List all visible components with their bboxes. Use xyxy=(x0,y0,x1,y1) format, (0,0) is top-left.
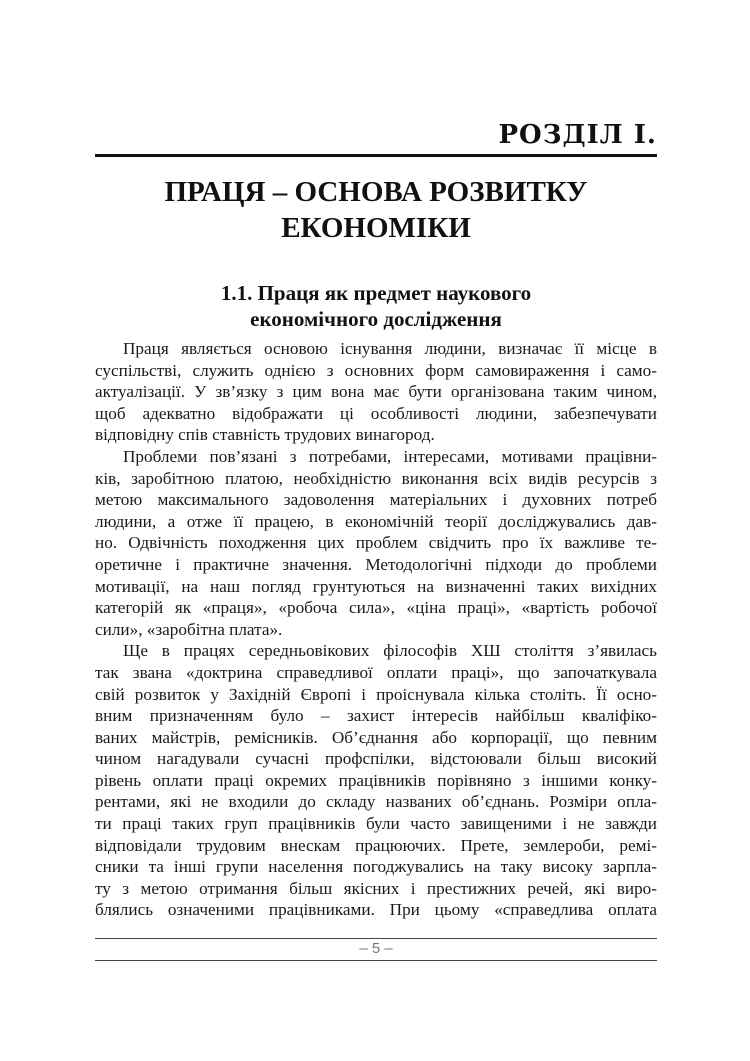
text-line: блялись означеними працівниками. При цьому «справедлива оплата xyxy=(95,900,657,920)
subsection-title xyxy=(95,280,657,332)
text-line: вним призначенням було – захист інтересів найбільш кваліфіко- xyxy=(95,706,657,726)
text-line: так звана «доктрина справедливої оплати праці», що започаткувала xyxy=(95,662,657,682)
text-line: відповідну спів ставність трудових винагород. xyxy=(95,425,435,445)
text-line: ту з метою отримання більш якісних і престижних речей, які виро- xyxy=(95,878,657,898)
text-line: рівень оплати праці окремих працівників порівняно з іншими конку- xyxy=(95,770,657,790)
text-line: Проблеми пов’язані з потребами, інтересами, мотивами працівни- xyxy=(123,446,657,466)
text-line: Ще в працях середньовікових філософів ХШ століття з’явилась xyxy=(123,641,657,661)
chapter-title-line-2: ЕКОНОМІКИ xyxy=(281,212,471,244)
text-line: свій розвиток у Західній Європі і проіснувала кілька століть. Її осно- xyxy=(95,684,657,704)
paragraph xyxy=(95,446,657,640)
text-line: людини, а отже її працею, в економічній теорії досліджувались дав- xyxy=(95,511,657,531)
text-line: рентами, які не входили до складу названих об’єднань. Розміри опла- xyxy=(95,792,657,812)
text-line: метою максимального задоволення матеріальних і духовних потреб xyxy=(95,490,657,510)
text-line: сники та інші групи населення погоджувались на таку високу зарпла- xyxy=(95,857,657,877)
section-rule xyxy=(95,154,657,157)
text-line: ти праці таких груп працівників були часто завищеними і не завжди xyxy=(95,814,657,834)
section-header xyxy=(95,118,657,152)
text-line: щоб адекватно відображати ці особливості людини, забезпечувати xyxy=(95,403,657,423)
text-line: оретичне і практичне значення. Методологічні підходи до проблеми xyxy=(95,554,657,574)
text-line: сили», «заробітна плата». xyxy=(95,619,283,639)
footer-rule-top xyxy=(95,938,657,939)
text-line: но. Одвічність походження цих проблем свідчить про їх важливе те- xyxy=(95,533,657,553)
text-line: категорій як «праця», «робоча сила», «ціна праці», «вартість робочої xyxy=(95,598,657,618)
paragraph xyxy=(95,338,657,446)
page-number: – 5 – xyxy=(359,940,393,957)
text-line: мотивації, на наш погляд грунтуються на визначенні таких вихідних xyxy=(95,576,657,596)
chapter-title-line-1: ПРАЦЯ – ОСНОВА РОЗВИТКУ xyxy=(164,176,588,208)
text-line: ваних майстрів, ремісників. Об’єднання або корпорації, що певним xyxy=(95,727,657,747)
text-line: ків, заробітною платою, необхідністю виконання всіх видів ресурсів з xyxy=(95,468,657,488)
text-line: суспільстві, служить однією з основних форм самовираження і само- xyxy=(95,360,657,380)
subsection-title-line-2: економічного дослідження xyxy=(250,307,502,331)
text-line: чином нагадували сучасні профспілки, відстоювали більш високий xyxy=(95,749,657,769)
section-title: РОЗДІЛ І. xyxy=(498,120,657,150)
page-footer xyxy=(95,938,657,968)
body-text xyxy=(95,338,657,921)
text-line: актуалізації. У зв’язку з цим вона має бути організована таким чином, xyxy=(95,382,657,402)
text-line: відповідали трудовим внескам працюючих. Прете, землероби, ремі- xyxy=(95,835,657,855)
text-line: Праця являється основою існування людини, визначає її місце в xyxy=(123,339,657,358)
chapter-title xyxy=(95,174,657,246)
subsection-title-line-1: 1.1. Праця як предмет наукового xyxy=(220,281,532,305)
footer-rule-bottom xyxy=(95,960,657,961)
paragraph xyxy=(95,640,657,921)
